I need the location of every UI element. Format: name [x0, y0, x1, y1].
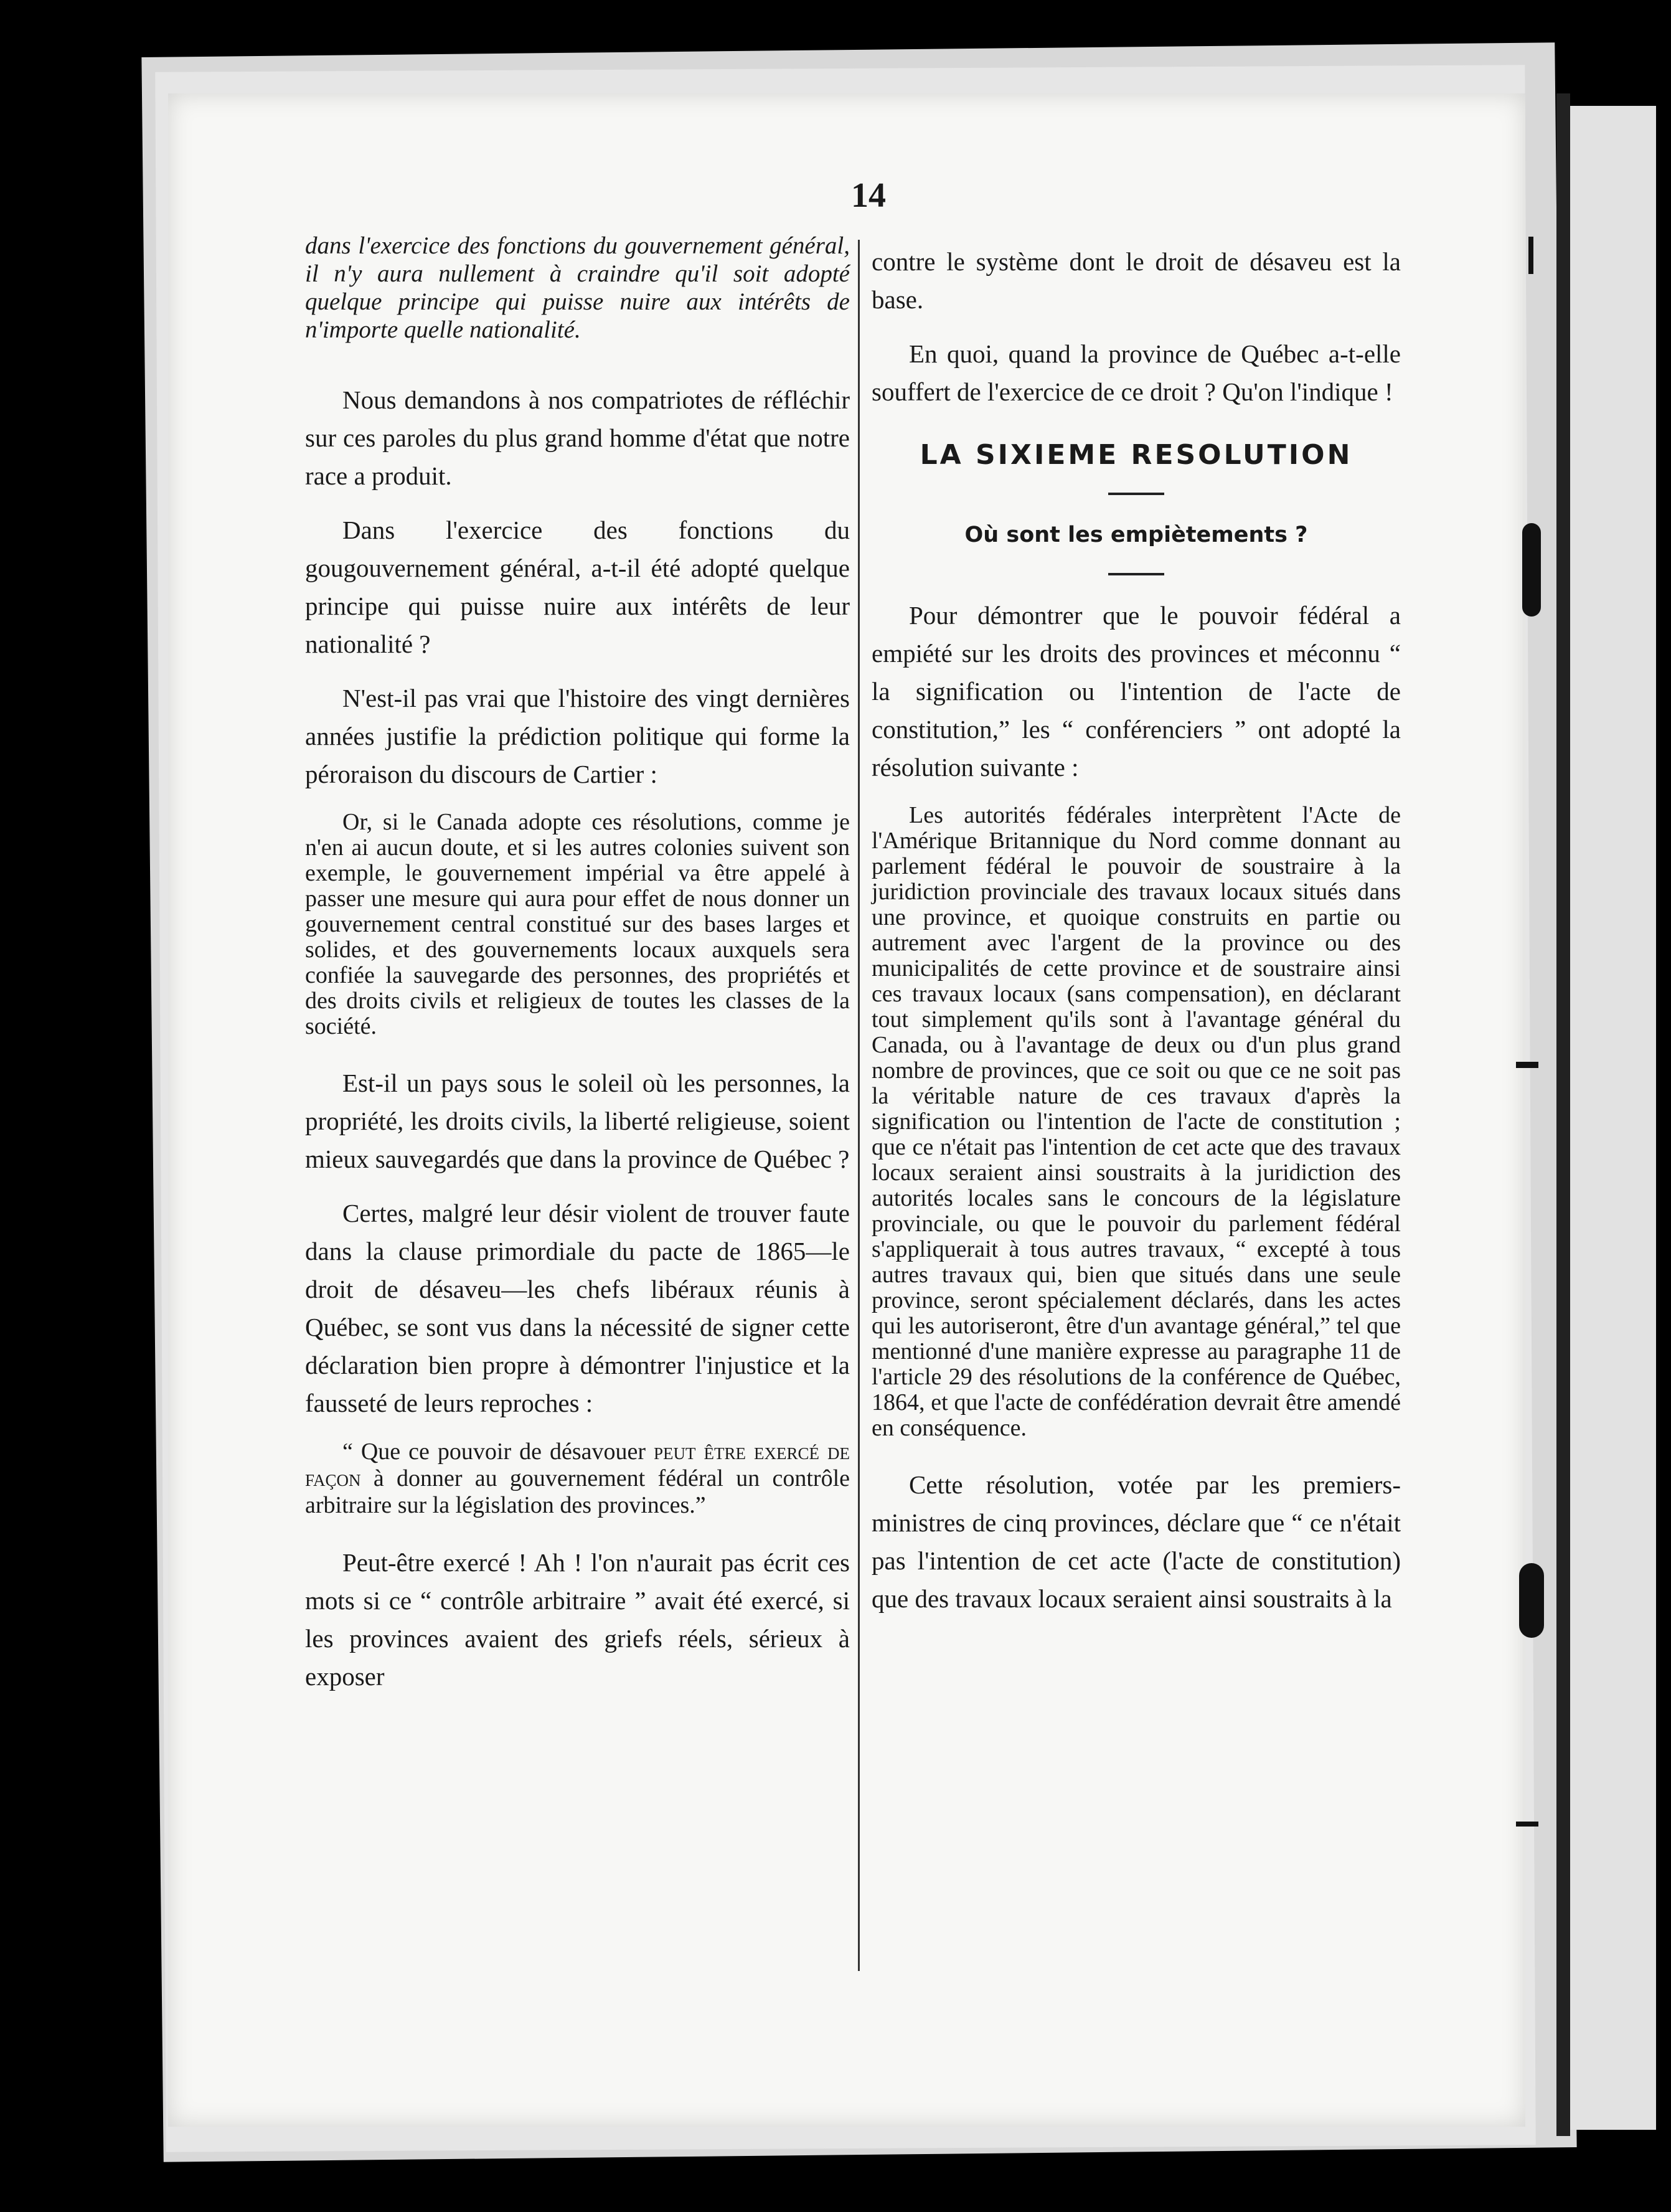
section-subheading: Où sont les empiètements ? — [964, 522, 1308, 547]
paragraph: N'est-il pas vrai que l'histoire des vingt dernières années justifie la prédiction politique qui forme la péroraison du discours de Cartier : — [305, 684, 850, 788]
paragraph: Dans l'exercice des fonctions du gougouvernement général, a-t-il été adopté quelque principe qui puisse nuire aux intérêts de leur nationalité ? — [305, 516, 850, 658]
facing-page-edge — [1569, 106, 1656, 2130]
quote-text: à donner au gouvernement fédéral un contrôle arbitraire sur la législation des provinces.” — [305, 1465, 850, 1518]
heading-rule — [1108, 493, 1164, 495]
right-column — [872, 243, 1401, 1634]
quote-text: “ Que ce pouvoir de désavouer — [342, 1439, 646, 1465]
binding-clip-mark — [1522, 523, 1541, 617]
paragraph: Pour démontrer que le pouvoir fédéral a empiété sur les droits des provinces et méconnu “ la signification ou l'intention de l'acte de constitution,” les “ conférenciers ” ont adopté la résolution suivante : — [872, 601, 1401, 782]
quote-caps-text: peut être exercé de façon — [305, 1439, 850, 1491]
resolution-quotation: Les autorités fédérales interprètent l'Acte de l'Amérique Britannique du Nord comme donnant au parlement fédéral le pouvoir de soustraire à la juridiction provinciale des travaux locaux situés dans une province, et quoique construits en partie ou autrement avec l'argent de la province ou des municipalités de cette province et de soustraire ainsi ces travaux locaux (sans compensation), en déclarant tout simplement qu'ils sont à l'avantage général du Canada, ou à l'avantage de deux ou d'un plus grand nombre de provinces, que ce soit ou que ce ne soit pas la véritable nature de ces travaux d'après la signification ou l'intention de l'acte de constitution ; que ce n'était pas l'intention de cet acte que des travaux locaux seraient ainsi soustraits à la juridiction des autorités locales sans le concours de la législature provinciale, ou que le pouvoir du parlement fédéral s'appliquerait à tous autres travaux, “ excepté à tous autres travaux qui, bien que situés dans une seule province, seront spécialement déclarés, dans les actes qui les autoriseront, être d'un avantage général,” tel que mentionné d'une manière expresse au paragraphe 11 de l'article 29 des résolutions de la conférence de Québec, 1864, et que l'acte de confédération devrait être amendé en conséquence. — [872, 802, 1401, 1441]
paragraph: contre le système dont le droit de désaveu est la base. — [872, 247, 1401, 314]
binding-clip-mark — [1519, 1563, 1544, 1638]
column-divider — [858, 240, 860, 1971]
paragraph: Est-il un pays sous le soleil où les personnes, la propriété, les droits civils, la liberté religieuse, soient mieux sauvegardés que dans la province de Québec ? — [305, 1069, 850, 1173]
binding-thread-mark — [1516, 1062, 1538, 1068]
section-heading: LA SIXIEME RESOLUTION — [920, 439, 1353, 471]
italic-quotation: dans l'exercice des fonctions du gouvernement général, il n'y aura nullement à craindre qu'il soit adopté quelque principe qui puisse nuire aux intérêts de n'importe quelle nationalité. — [305, 232, 850, 343]
paragraph: Nous demandons à nos compatriotes de réfléchir sur ces paroles du plus grand homme d'état que notre race a produit. — [305, 385, 850, 490]
binding-thread-mark — [1528, 237, 1533, 274]
page-number: 14 — [851, 176, 886, 215]
binding-gutter — [1556, 93, 1570, 2136]
paragraph: Peut-être exercé ! Ah ! l'on n'aurait pas écrit ces mots si ce “ contrôle arbitraire ” avait été exercé, si les provinces avaient des griefs réels, sérieux à exposer — [305, 1548, 850, 1691]
heading-rule — [1108, 573, 1164, 575]
cartier-quotation: Or, si le Canada adopte ces résolutions, comme je n'en ai aucun doute, et si les autres colonies suivent son exemple, le gouvernement impérial va être appelé à passer une mesure qui aura pour effet de nous donner un gouvernement central constitué sur des bases larges et solides, et des gouvernements locaux auxquels sera confiée la sauvegarde des personnes, des propriétés et des droits civils et religieux de toutes les classes de la société. — [305, 809, 850, 1039]
left-column — [305, 232, 850, 1712]
paragraph: En quoi, quand la province de Québec a-t-elle souffert de l'exercice de ce droit ? Qu'on l'indique ! — [872, 339, 1401, 406]
binding-thread-mark — [1516, 1822, 1538, 1827]
paragraph: Certes, malgré leur désir violent de trouver faute dans la clause primordiale du pacte de 1865—le droit de désaveu—les chefs libéraux réunis à Québec, se sont vus dans la nécessité de signer cette déclaration bien propre à démontrer l'injustice et la fausseté de leurs reproches : — [305, 1199, 850, 1417]
desaveu-quotation — [305, 1439, 850, 1519]
paragraph: Cette résolution, votée par les premiers-ministres de cinq provinces, déclare que “ ce n'était pas l'intention de cet acte (l'acte de constitution) que des travaux locaux seraient ainsi soustraits à la — [872, 1470, 1401, 1613]
